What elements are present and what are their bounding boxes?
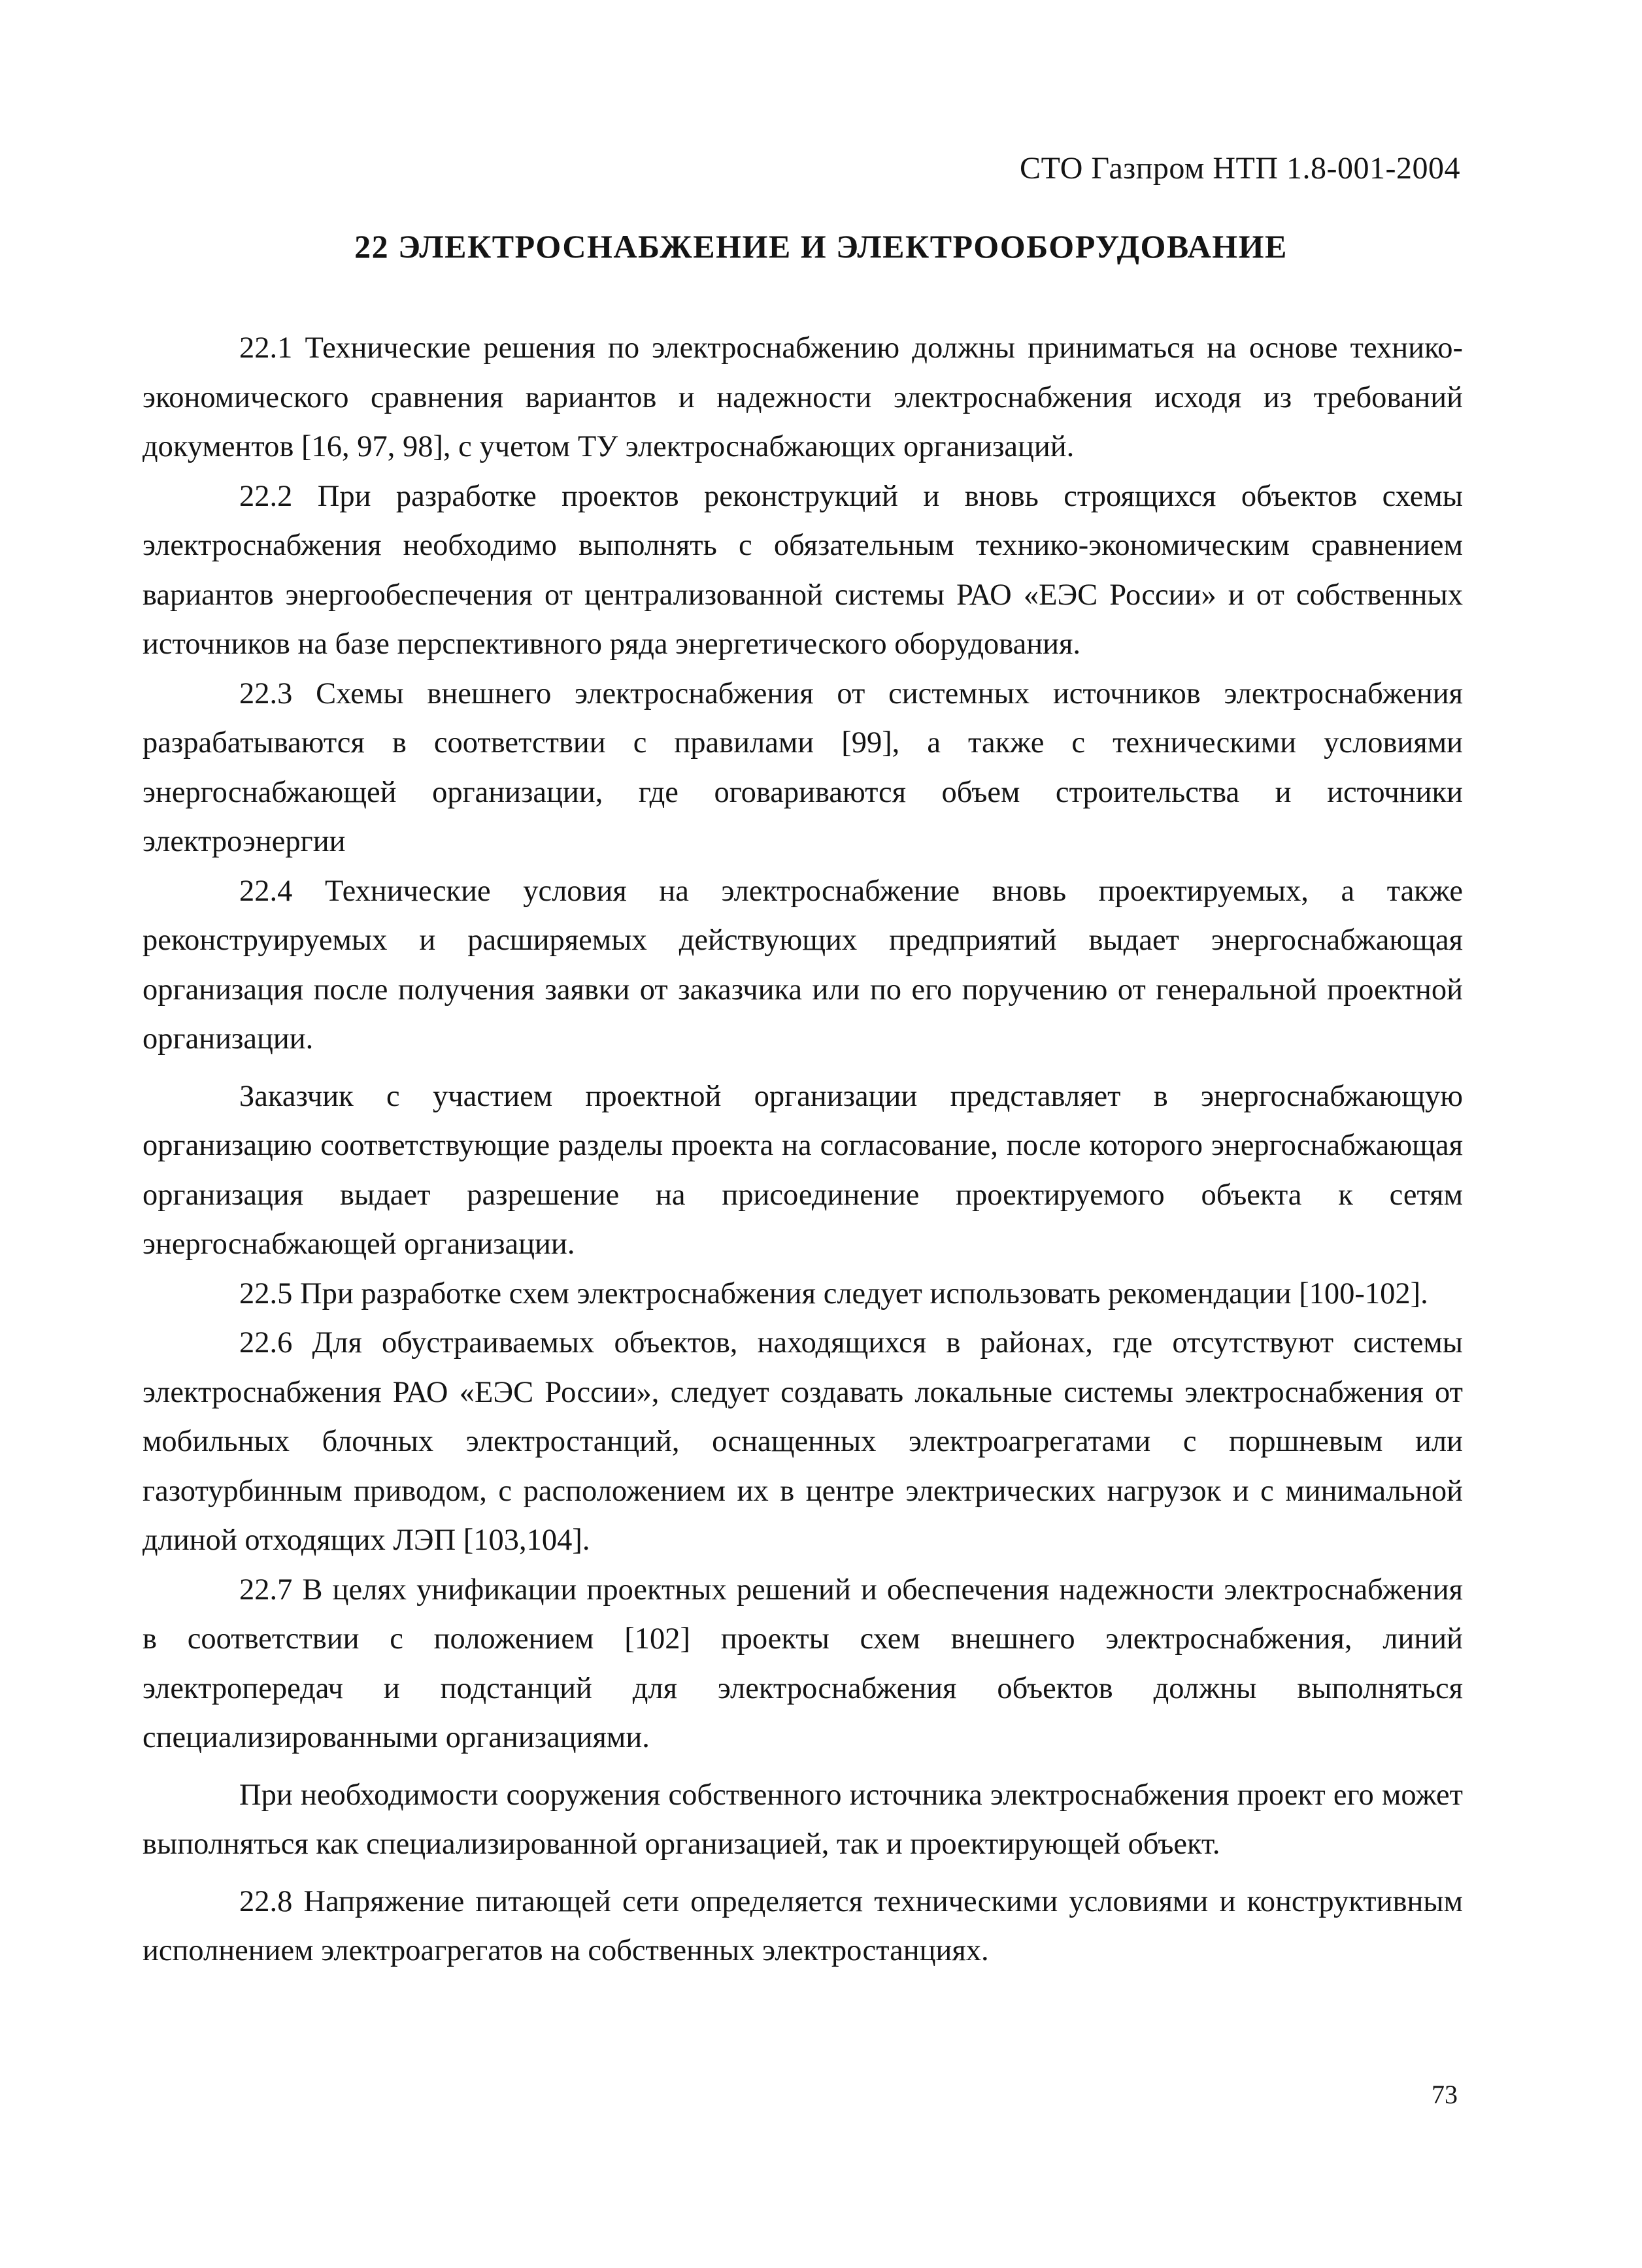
paragraph-22-6: 22.6 Для обустраиваемых объектов, находящихся в районах, где отсутствуют системы электроснабжения РАО «ЕЭС России», следует создавать локальные системы электроснабжения от мобильных блочных электростанций, оснащенных электроагрегатами с поршневым или газотурбинным приводом, с расположением их в центре электрических нагрузок и с минимальной длиной отходящих ЛЭП [103,104]. bbox=[142, 1326, 1463, 1557]
paragraph-22-1: 22.1 Технические решения по электроснабжению должны приниматься на основе технико-экономического сравнения вариантов и надежности электроснабжения исходя из требований документов [16, 97, 98], с учетом ТУ электроснабжающих организаций. bbox=[142, 331, 1463, 463]
paragraph-22-4: 22.4 Технические условия на электроснабжение вновь проектируемых, а также реконструируемых и расширяемых действующих предприятий выдает энергоснабжающая организация после получения заявки от заказчика или по его поручению от генеральной проектной организации. bbox=[142, 874, 1463, 1056]
paragraph-customer: Заказчик с участием проектной организации представляет в энергоснабжающую организацию соответствующие разделы проекта на согласование, после которого энергоснабжающая организация выдает разрешение на присоединение проектируемого объекта к сетям энергоснабжающей организации. bbox=[142, 1079, 1463, 1261]
document-code-header: СТО Газпром НТП 1.8-001-2004 bbox=[1020, 151, 1460, 186]
paragraph-22-5: 22.5 При разработке схем электроснабжения следует использовать рекомендации [100-102]. bbox=[239, 1276, 1428, 1310]
page-number: 73 bbox=[1432, 2080, 1458, 2109]
paragraph-22-7: 22.7 В целях унификации проектных решений и обеспечения надежности электроснабжения в соответствии с положением [102] проекты схем внешнего электроснабжения, линий электропередач и подстанций для электроснабжения объектов должны выполняться специализированными организациями. bbox=[142, 1573, 1463, 1754]
section-body bbox=[142, 324, 1463, 1976]
paragraph-own-source: При необходимости сооружения собственного источника электроснабжения проект его может выполняться как специализированной организацией, так и проектирующей объект. bbox=[142, 1778, 1463, 1861]
paragraph-22-2: 22.2 При разработке проектов реконструкций и вновь строящихся объектов схемы электроснабжения необходимо выполнять с обязательным технико-экономическим сравнением вариантов энергообеспечения от централизованной системы РАО «ЕЭС России» и от собственных источников на базе перспективного ряда энергетического оборудования. bbox=[142, 479, 1463, 661]
section-title: 22 ЭЛЕКТРОСНАБЖЕНИЕ И ЭЛЕКТРООБОРУДОВАНИЕ bbox=[354, 228, 1288, 265]
paragraph-22-8: 22.8 Напряжение питающей сети определяется техническими условиями и конструктивным исполнением электроагрегатов на собственных электростанциях. bbox=[142, 1884, 1463, 1967]
paragraph-22-3: 22.3 Схемы внешнего электроснабжения от системных источников электроснабжения разрабатываются в соответствии с правилами [99], а также с техническими условиями энергоснабжающей организации, где оговариваются объем строительства и источники электроэнергии bbox=[142, 676, 1463, 858]
